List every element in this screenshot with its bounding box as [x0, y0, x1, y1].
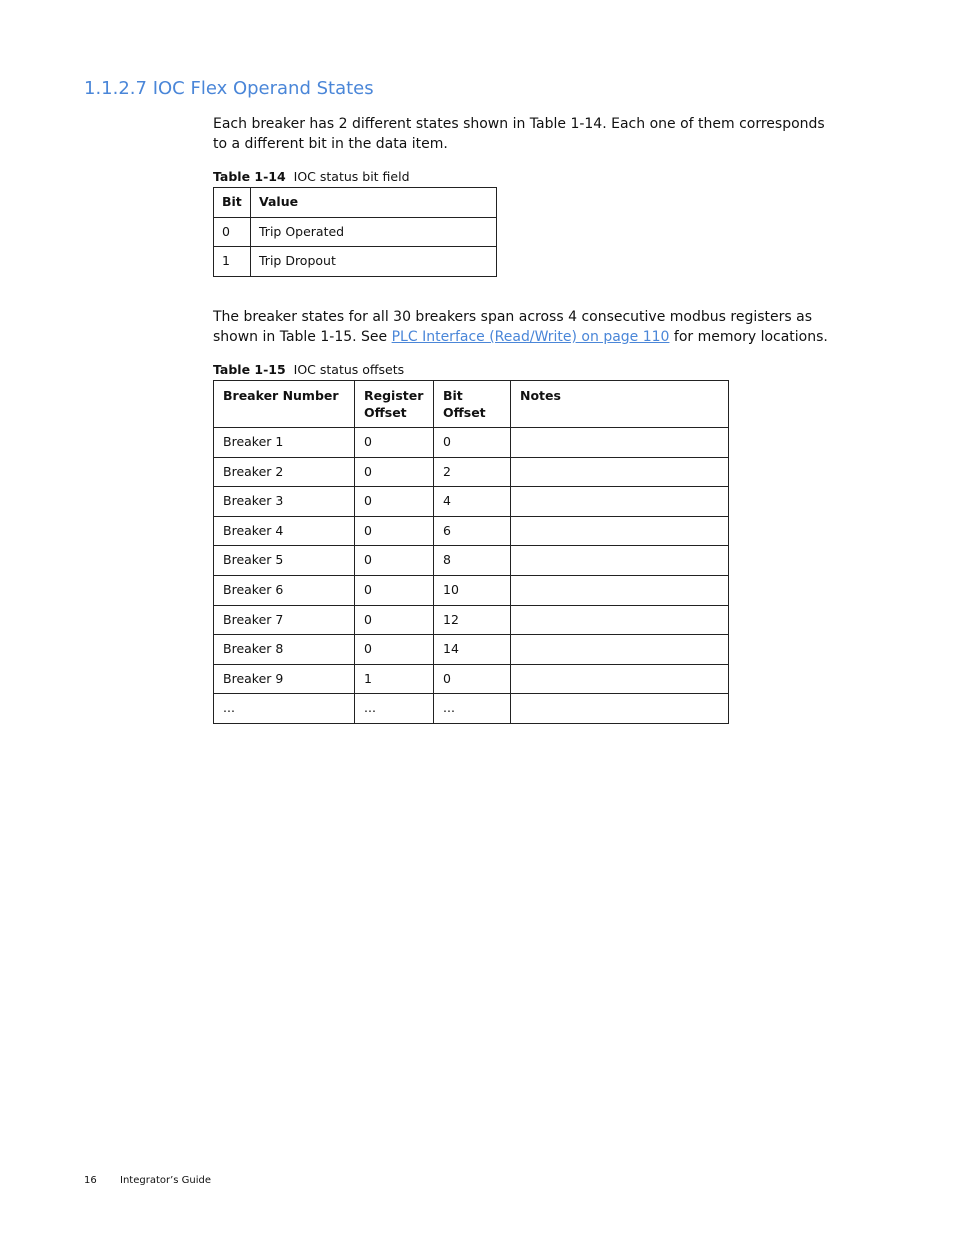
cell-notes: [511, 635, 729, 665]
ioc-status-bit-field-table: [213, 187, 497, 277]
cell-breaker: Breaker 9: [214, 664, 355, 694]
cell-bit-offset: ...: [434, 694, 511, 724]
table-row: [214, 487, 729, 517]
cell-bit-offset: 4: [434, 487, 511, 517]
cell-register-offset: 0: [355, 605, 434, 635]
header-notes: Notes: [511, 381, 729, 428]
header-value: Value: [251, 188, 497, 218]
cell-register-offset: 0: [355, 487, 434, 517]
table-header-row: [214, 188, 497, 218]
header-bit: Bit: [214, 188, 251, 218]
table-row: [214, 575, 729, 605]
cell-breaker: Breaker 4: [214, 516, 355, 546]
cell-notes: [511, 546, 729, 576]
para-text-before: The breaker states for all 30 breakers span across 4 consecutive modbus registers as shown in Table 1-15. See: [213, 309, 812, 345]
cell-notes: [511, 516, 729, 546]
cell-bit-offset: 6: [434, 516, 511, 546]
cell-breaker: Breaker 7: [214, 605, 355, 635]
table-1-14-caption: [213, 169, 410, 184]
cell-bit-offset: 10: [434, 575, 511, 605]
cell-register-offset: 0: [355, 546, 434, 576]
cell-bit-offset: 14: [434, 635, 511, 665]
table-row: [214, 546, 729, 576]
cell-notes: [511, 605, 729, 635]
cell-notes: [511, 428, 729, 458]
cell-breaker: Breaker 1: [214, 428, 355, 458]
table-row: [214, 428, 729, 458]
caption-label: Table 1-15: [213, 362, 286, 377]
cell-register-offset: 0: [355, 428, 434, 458]
header-breaker-number: Breaker Number: [214, 381, 355, 428]
cell-bit: 0: [214, 217, 251, 247]
cell-register-offset: 0: [355, 457, 434, 487]
cell-notes: [511, 694, 729, 724]
table-row: [214, 694, 729, 724]
cell-register-offset: 0: [355, 516, 434, 546]
table-row: [214, 247, 497, 277]
cell-register-offset: ...: [355, 694, 434, 724]
table-row: [214, 635, 729, 665]
caption-text: IOC status bit field: [293, 169, 410, 184]
cell-bit-offset: 8: [434, 546, 511, 576]
para-text-after: for memory locations.: [669, 329, 828, 345]
section-heading: 1.1.2.7 IOC Flex Operand States: [84, 78, 374, 99]
table-1-15-caption: [213, 362, 404, 377]
caption-text: IOC status offsets: [293, 362, 405, 377]
cell-notes: [511, 487, 729, 517]
header-bit-offset: Bit Offset: [434, 381, 511, 428]
cell-bit-offset: 0: [434, 428, 511, 458]
caption-label: Table 1-14: [213, 169, 286, 184]
cell-bit-offset: 0: [434, 664, 511, 694]
cell-notes: [511, 457, 729, 487]
table-row: [214, 217, 497, 247]
ioc-status-offsets-table: [213, 380, 729, 724]
cell-value: Trip Operated: [251, 217, 497, 247]
table-row: [214, 605, 729, 635]
intro-paragraph: Each breaker has 2 different states shown in Table 1-14. Each one of them corresponds to a different bit in the data item.: [213, 116, 825, 152]
cell-breaker: Breaker 8: [214, 635, 355, 665]
cell-bit-offset: 12: [434, 605, 511, 635]
cell-notes: [511, 575, 729, 605]
cell-breaker: Breaker 5: [214, 546, 355, 576]
breaker-states-paragraph: [213, 307, 839, 347]
table-row: [214, 457, 729, 487]
cell-bit: 1: [214, 247, 251, 277]
cell-notes: [511, 664, 729, 694]
cell-register-offset: 1: [355, 664, 434, 694]
cell-bit-offset: 2: [434, 457, 511, 487]
cell-register-offset: 0: [355, 635, 434, 665]
footer-page-number: 16: [84, 1175, 97, 1186]
cell-breaker: Breaker 3: [214, 487, 355, 517]
cell-breaker: Breaker 2: [214, 457, 355, 487]
header-register-offset: Register Offset: [355, 381, 434, 428]
plc-interface-link[interactable]: PLC Interface (Read/Write) on page 110: [391, 329, 670, 345]
cell-value: Trip Dropout: [251, 247, 497, 277]
table-row: [214, 664, 729, 694]
cell-register-offset: 0: [355, 575, 434, 605]
footer-doc-title: Integrator’s Guide: [120, 1175, 212, 1186]
cell-breaker: ...: [214, 694, 355, 724]
table-row: [214, 516, 729, 546]
cell-breaker: Breaker 6: [214, 575, 355, 605]
table-header-row: [214, 381, 729, 428]
